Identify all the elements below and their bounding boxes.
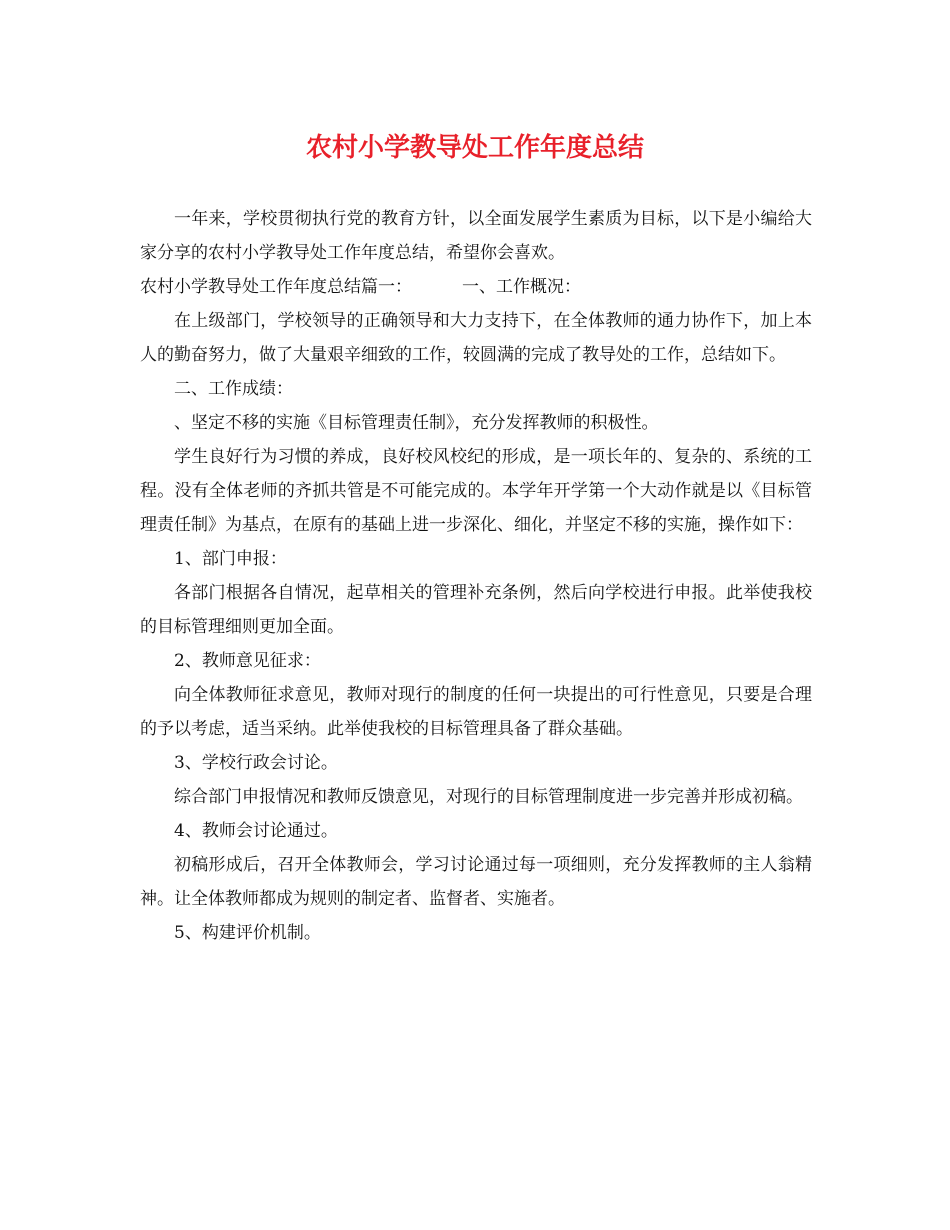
- item-heading-5: 5、构建评价机制。: [174, 923, 321, 943]
- heading-work-overview: 一、工作概况：: [462, 277, 581, 297]
- paragraph-target-management: 、坚定不移的实施《目标管理责任制》，充分发挥教师的积极性。: [174, 413, 659, 433]
- paragraph-section-heading: [140, 270, 812, 304]
- item-heading-1: 1、部门申报：: [174, 549, 287, 569]
- document-body: [140, 202, 812, 950]
- item-heading-3: 3、学校行政会讨论。: [174, 753, 338, 773]
- paragraph-item-4: 初稿形成后，召开全体教师会，学习讨论通过每一项细则，充分发挥教师的主人翁精神。让全体教师都成为规则的制定者、监督者、实施者。: [140, 855, 812, 909]
- paragraph-item-2: 向全体教师征求意见，教师对现行的制度的任何一块提出的可行性意见，只要是合理的予以考虑，适当采纳。此举使我校的目标管理具备了群众基础。: [140, 685, 812, 739]
- document-title: 农村小学教导处工作年度总结: [305, 133, 644, 163]
- article-subtitle: 农村小学教导处工作年度总结篇一：: [140, 277, 412, 297]
- paragraph-item-1: 各部门根据各自情况，起草相关的管理补充条例，然后向学校进行申报。此举使我校的目标管理细则更加全面。: [140, 583, 812, 637]
- item-heading-2: 2、教师意见征求：: [174, 651, 321, 671]
- paragraph-item-3: 综合部门申报情况和教师反馈意见，对现行的目标管理制度进一步完善并形成初稿。: [174, 787, 803, 807]
- paragraph-intro: 一年来，学校贯彻执行党的教育方针，以全面发展学生素质为目标，以下是小编给大家分享的农村小学教导处工作年度总结，希望你会喜欢。: [140, 209, 812, 263]
- paragraph-habits: 学生良好行为习惯的养成，良好校风校纪的形成，是一项长年的、复杂的、系统的工程。没有全体老师的齐抓共管是不可能完成的。本学年开学第一个大动作就是以《目标管理责任制》为基点，在原有的基础上进一步深化、细化，并坚定不移的实施，操作如下：: [140, 447, 812, 535]
- item-heading-4: 4、教师会讨论通过。: [174, 821, 338, 841]
- heading-work-results: 二、工作成绩：: [174, 379, 293, 399]
- paragraph-overview: 在上级部门，学校领导的正确领导和大力支持下，在全体教师的通力协作下，加上本人的勤奋努力，做了大量艰辛细致的工作，较圆满的完成了教导处的工作，总结如下。: [140, 311, 812, 365]
